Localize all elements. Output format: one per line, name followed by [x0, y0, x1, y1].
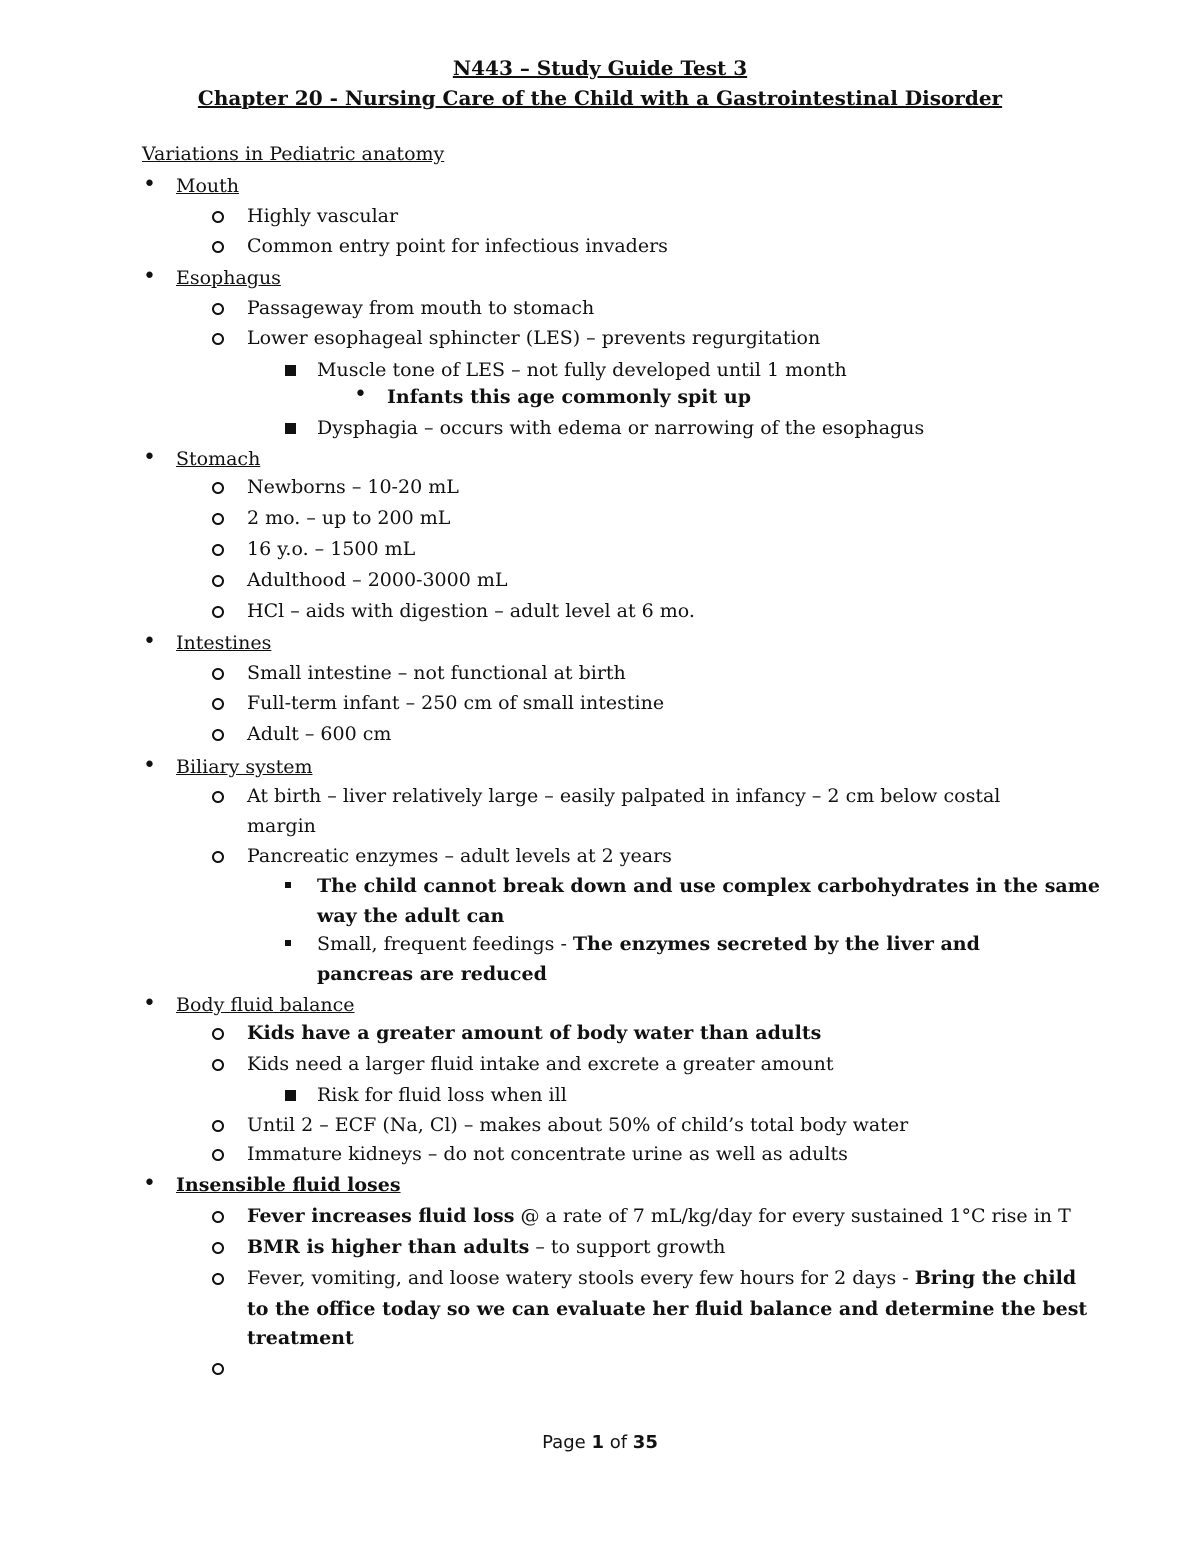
list-item: 16 y.o. – 1500 mL: [247, 538, 416, 560]
list-item: Kids need a larger fluid intake and excrete a greater amount: [247, 1053, 834, 1075]
bullet-dot-icon: •: [354, 382, 367, 407]
bullet-circle-icon: [212, 1363, 224, 1375]
topic-insensible: Insensible fluid loses: [176, 1174, 401, 1196]
bullet-circle-icon: [212, 1211, 224, 1223]
list-item-continuation: pancreas are reduced: [317, 963, 547, 985]
topic-body-fluid: Body fluid balance: [176, 994, 355, 1016]
list-item: [247, 1266, 1076, 1290]
section-heading: Variations in Pediatric anatomy: [142, 143, 445, 165]
bullet-dot-icon: •: [143, 1171, 156, 1196]
list-item-continuation: way the adult can: [317, 905, 505, 927]
list-item-emphasis: The enzymes secreted by the liver and: [572, 933, 980, 955]
list-item: Full-term infant – 250 cm of small intestine: [247, 692, 665, 714]
list-item: 2 mo. – up to 200 mL: [247, 507, 451, 529]
topic-intestines: Intestines: [176, 632, 272, 654]
list-item-text: Small, frequent feedings -: [317, 933, 573, 955]
bullet-dot-icon: •: [143, 264, 156, 289]
bullet-circle-icon: [212, 1028, 224, 1040]
document-title: N443 – Study Guide Test 3: [452, 56, 748, 80]
bullet-dot-icon: •: [143, 991, 156, 1016]
list-item: Newborns – 10-20 mL: [247, 476, 459, 498]
page-footer: [0, 1432, 1200, 1453]
list-item: Highly vascular: [247, 205, 399, 227]
bullet-circle-icon: [212, 606, 224, 618]
bullet-circle-icon: [212, 544, 224, 556]
list-item: Common entry point for infectious invaders: [247, 235, 668, 257]
bullet-circle-icon: [212, 1149, 224, 1161]
list-item: Passageway from mouth to stomach: [247, 297, 595, 319]
bullet-circle-icon: [212, 668, 224, 680]
list-item-continuation: treatment: [247, 1327, 354, 1349]
bullet-circle-icon: [212, 303, 224, 315]
bullet-dot-icon: •: [143, 629, 156, 654]
bullet-circle-icon: [212, 333, 224, 345]
list-item-continuation: margin: [247, 815, 316, 837]
list-item-continuation: to the office today so we can evaluate her fluid balance and determine the best: [247, 1298, 1088, 1320]
bullet-circle-icon: [212, 211, 224, 223]
list-item-emphasis: Bring the child: [914, 1267, 1077, 1289]
topic-esophagus: Esophagus: [176, 267, 281, 289]
bullet-circle-icon: [212, 241, 224, 253]
bullet-circle-icon: [212, 1242, 224, 1254]
bullet-dot-icon: •: [143, 172, 156, 197]
list-item: Kids have a greater amount of body water than adults: [247, 1022, 822, 1044]
bullet-circle-icon: [212, 513, 224, 525]
topic-biliary: Biliary system: [176, 756, 313, 778]
of-word: of: [609, 1432, 628, 1453]
list-item: [247, 1204, 1071, 1228]
bullet-circle-icon: [212, 791, 224, 803]
list-item: Until 2 – ECF (Na, Cl) – makes about 50% of child’s total body water: [247, 1114, 909, 1136]
page-total: 35: [632, 1432, 658, 1453]
list-item-text: – to support growth: [529, 1236, 726, 1258]
topic-mouth: Mouth: [176, 175, 240, 197]
list-item-text: Fever, vomiting, and loose watery stools every few hours for 2 days -: [247, 1267, 915, 1289]
bullet-dot-icon: •: [143, 445, 156, 470]
page-word: Page: [542, 1432, 586, 1453]
list-item: Adult – 600 cm: [247, 723, 392, 745]
list-item: Risk for fluid loss when ill: [317, 1084, 567, 1106]
bullet-circle-icon: [212, 1059, 224, 1071]
list-item: [247, 1235, 725, 1259]
list-item: Lower esophageal sphincter (LES) – prevents regurgitation: [247, 327, 821, 349]
bullet-circle-icon: [212, 575, 224, 587]
list-item-emphasis: BMR is higher than adults: [247, 1236, 530, 1258]
page-number: 1: [591, 1432, 604, 1453]
list-item: Muscle tone of LES – not fully developed until 1 month: [317, 359, 847, 381]
document-subtitle: Chapter 20 - Nursing Care of the Child with a Gastrointestinal Disorder: [197, 86, 1003, 110]
bullet-circle-icon: [212, 1120, 224, 1132]
bullet-dot-icon: •: [143, 753, 156, 778]
list-item: HCl – aids with digestion – adult level at 6 mo.: [247, 600, 695, 622]
bullet-circle-icon: [212, 729, 224, 741]
bullet-circle-icon: [212, 851, 224, 863]
list-item: Infants this age commonly spit up: [387, 386, 752, 408]
list-item: The child cannot break down and use complex carbohydrates in the same: [317, 875, 1100, 897]
list-item: Pancreatic enzymes – adult levels at 2 years: [247, 845, 672, 867]
bullet-circle-icon: [212, 482, 224, 494]
list-item: [317, 932, 980, 956]
list-item: Dysphagia – occurs with edema or narrowing of the esophagus: [317, 417, 925, 439]
bullet-square-icon: [285, 882, 291, 888]
list-item: Immature kidneys – do not concentrate urine as well as adults: [247, 1143, 848, 1165]
bullet-circle-icon: [212, 1273, 224, 1285]
bullet-square-icon: [285, 1090, 296, 1101]
bullet-square-icon: [285, 423, 296, 434]
list-item: At birth – liver relatively large – easily palpated in infancy – 2 cm below costal: [247, 785, 1001, 807]
list-item: Small intestine – not functional at birth: [247, 662, 626, 684]
bullet-square-icon: [285, 940, 291, 946]
list-item-emphasis: Fever increases fluid loss: [247, 1205, 515, 1227]
list-item-text: @ a rate of 7 mL/kg/day for every sustained 1°C rise in T: [514, 1205, 1071, 1227]
bullet-circle-icon: [212, 698, 224, 710]
bullet-square-icon: [285, 365, 296, 376]
topic-stomach: Stomach: [176, 448, 261, 470]
list-item: Adulthood – 2000-3000 mL: [247, 569, 508, 591]
